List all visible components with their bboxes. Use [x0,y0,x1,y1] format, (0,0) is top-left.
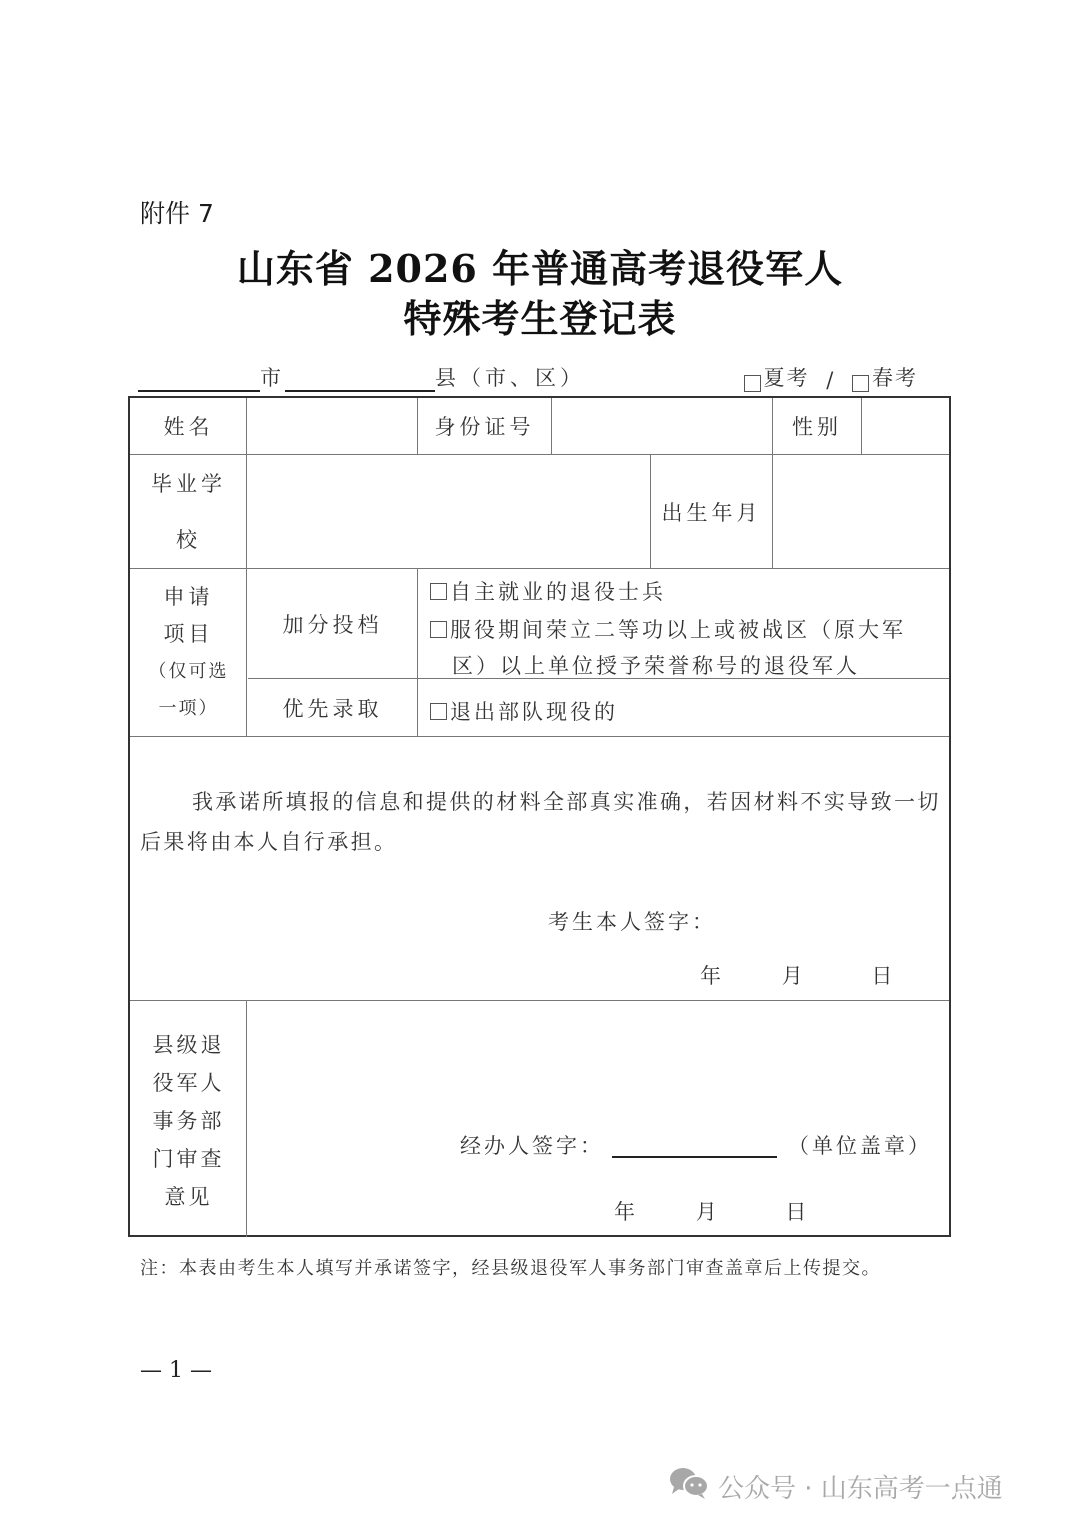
bonus-option-2-continuation: 区）以上单位授予荣誉称号的退役军人 [452,654,860,678]
priority-option-1-checkbox[interactable] [430,703,447,720]
bonus-option-1[interactable] [430,576,666,606]
summer-exam-checkbox[interactable] [744,375,761,392]
gender-label: 性别 [792,415,842,439]
birth-date-label: 出生年月 [661,500,762,525]
watermark-text: 公众号 · 山东高考一点通 [718,1474,1003,1504]
summer-exam-label: 夏考 [763,366,810,390]
application-label-line2: 项目 [163,621,214,646]
bonus-points-label: 加分投档 [282,612,383,637]
pledge-month: 月 [781,964,806,988]
page-title-line2: 特殊考生登记表 [403,296,677,341]
school-label [130,455,247,568]
pledge-date [700,960,895,990]
review-label-line: 门审查 [152,1147,225,1171]
separator: / [826,368,836,392]
city-field[interactable] [138,366,260,392]
review-day: 日 [785,1200,810,1224]
pledge-day: 日 [871,964,896,988]
pledge-text: 我承诺所填报的信息和提供的材料全部真实准确，若因材料不实导致一切后果将由本人自行承担。 [140,790,941,854]
county-field[interactable] [285,366,435,392]
spring-exam-label: 春考 [872,366,918,390]
review-date [614,1196,809,1226]
handler-signature-label: 经办人签字： [460,1134,604,1158]
bonus-option-2[interactable] [430,614,906,644]
registration-form-table [128,396,951,1237]
application-label-line4: 一项） [158,697,219,719]
review-label-line: 意见 [164,1185,213,1209]
pledge-year: 年 [700,964,724,988]
review-month: 月 [695,1200,720,1224]
school-input[interactable] [248,455,650,568]
name-input[interactable] [248,398,417,454]
review-dept-label [130,1026,247,1216]
name-label: 姓名 [163,415,214,439]
application-label [130,569,247,736]
birth-date-input[interactable] [773,455,949,568]
bonus-option-2-checkbox[interactable] [430,621,447,638]
county-suffix: 县（市、区） [435,366,585,390]
exam-type-selector [744,362,918,392]
gender-input[interactable] [862,398,949,454]
divider [130,736,949,737]
priority-option-1[interactable] [430,696,618,726]
page-title-line1: 山东省 2026 年普通高考退役军人 [236,246,844,291]
review-year: 年 [614,1200,638,1224]
attachment-label: 附件 7 [140,199,214,228]
bonus-option-1-text: 自主就业的退役士兵 [450,580,666,604]
wechat-icon [668,1466,710,1507]
application-label-line1: 申请 [163,584,214,609]
id-number-input[interactable] [552,398,772,454]
divider [130,1000,949,1001]
review-label-line: 役军人 [152,1071,225,1095]
page-number: — 1 — [140,1358,212,1383]
divider [417,568,418,736]
school-label-line1: 毕业学 [151,471,226,496]
application-label-line3: （仅可选 [148,660,229,682]
candidate-signature-label[interactable]: 考生本人签字： [548,910,716,934]
handler-signature-field[interactable] [612,1156,777,1158]
bonus-option-2-text-line1: 服役期间荣立二等功以上或被战区（原大军 [450,618,906,642]
spring-exam-checkbox[interactable] [852,375,869,392]
school-label-line2: 校 [176,527,201,552]
location-line [138,362,918,394]
priority-option-1-text: 退出部队现役的 [450,700,618,724]
seal-label: （单位盖章） [788,1134,932,1158]
priority-admission-label: 优先录取 [282,696,383,721]
review-label-line: 事务部 [152,1109,225,1133]
review-label-line: 县级退 [152,1033,225,1057]
id-number-label: 身份证号 [434,415,535,439]
bonus-option-1-checkbox[interactable] [430,583,447,600]
footnote: 注：本表由考生本人填写并承诺签字，经县级退役军人事务部门审查盖章后上传提交。 [140,1258,881,1279]
watermark [668,1466,1003,1507]
city-suffix: 市 [260,366,281,390]
